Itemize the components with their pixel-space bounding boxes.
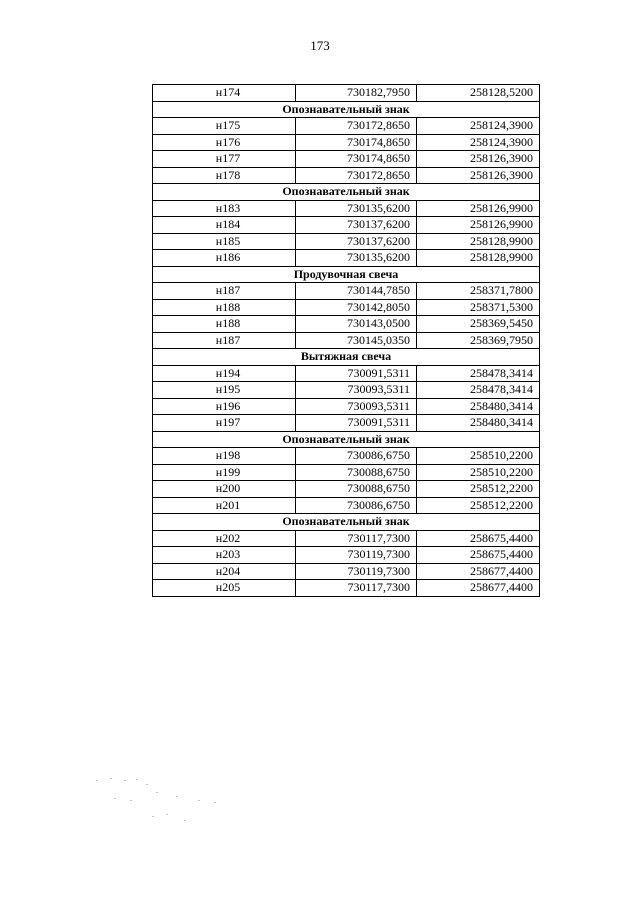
y-coordinate-cell: 258675,4400 <box>417 530 540 547</box>
section-heading: Опознавательный знак <box>153 514 540 531</box>
y-coordinate-cell: 258126,9900 <box>417 217 540 234</box>
point-id-cell: н201 <box>153 497 296 514</box>
x-coordinate-cell: 730142,8050 <box>296 299 417 316</box>
point-id-cell: н195 <box>153 382 296 399</box>
y-coordinate-cell: 258369,7950 <box>417 332 540 349</box>
x-coordinate-cell: 730135,6200 <box>296 250 417 267</box>
table-row <box>153 398 540 415</box>
point-id-cell: н204 <box>153 563 296 580</box>
coordinates-table <box>152 84 540 597</box>
section-heading: Опознавательный знак <box>153 101 540 118</box>
section-heading-row <box>153 349 540 366</box>
table-row <box>153 299 540 316</box>
section-heading: Продувочная свеча <box>153 266 540 283</box>
point-id-cell: н194 <box>153 365 296 382</box>
table-row <box>153 233 540 250</box>
y-coordinate-cell: 258510,2200 <box>417 448 540 465</box>
x-coordinate-cell: 730117,7300 <box>296 530 417 547</box>
y-coordinate-cell: 258512,2200 <box>417 481 540 498</box>
point-id-cell: н187 <box>153 332 296 349</box>
table-row <box>153 332 540 349</box>
y-coordinate-cell: 258677,4400 <box>417 580 540 597</box>
x-coordinate-cell: 730086,6750 <box>296 497 417 514</box>
section-heading-row <box>153 101 540 118</box>
y-coordinate-cell: 258369,5450 <box>417 316 540 333</box>
section-heading-row <box>153 266 540 283</box>
point-id-cell: н188 <box>153 299 296 316</box>
y-coordinate-cell: 258478,3414 <box>417 365 540 382</box>
point-id-cell: н175 <box>153 118 296 135</box>
x-coordinate-cell: 730093,5311 <box>296 382 417 399</box>
x-coordinate-cell: 730145,0350 <box>296 332 417 349</box>
table-row <box>153 464 540 481</box>
page-number: 173 <box>310 38 330 53</box>
y-coordinate-cell: 258128,9900 <box>417 250 540 267</box>
x-coordinate-cell: 730091,5311 <box>296 415 417 432</box>
x-coordinate-cell: 730119,7300 <box>296 563 417 580</box>
point-id-cell: н203 <box>153 547 296 564</box>
table-row <box>153 448 540 465</box>
y-coordinate-cell: 258478,3414 <box>417 382 540 399</box>
point-id-cell: н185 <box>153 233 296 250</box>
y-coordinate-cell: 258128,5200 <box>417 85 540 102</box>
point-id-cell: н200 <box>153 481 296 498</box>
y-coordinate-cell: 258480,3414 <box>417 415 540 432</box>
x-coordinate-cell: 730088,6750 <box>296 481 417 498</box>
x-coordinate-cell: 730137,6200 <box>296 233 417 250</box>
table-row <box>153 580 540 597</box>
table-row <box>153 547 540 564</box>
y-coordinate-cell: 258126,3900 <box>417 167 540 184</box>
table-row <box>153 151 540 168</box>
point-id-cell: н202 <box>153 530 296 547</box>
table-row <box>153 217 540 234</box>
point-id-cell: н184 <box>153 217 296 234</box>
x-coordinate-cell: 730172,8650 <box>296 118 417 135</box>
table-row <box>153 563 540 580</box>
y-coordinate-cell: 258371,7800 <box>417 283 540 300</box>
y-coordinate-cell: 258510,2200 <box>417 464 540 481</box>
point-id-cell: н199 <box>153 464 296 481</box>
table-row <box>153 118 540 135</box>
x-coordinate-cell: 730144,7850 <box>296 283 417 300</box>
table-row <box>153 283 540 300</box>
y-coordinate-cell: 258124,3900 <box>417 118 540 135</box>
point-id-cell: н178 <box>153 167 296 184</box>
x-coordinate-cell: 730088,6750 <box>296 464 417 481</box>
section-heading: Вытяжная свеча <box>153 349 540 366</box>
coordinates-table-body <box>153 85 540 597</box>
table-row <box>153 316 540 333</box>
section-heading: Опознавательный знак <box>153 184 540 201</box>
scan-noise-marks <box>96 770 236 830</box>
table-row <box>153 85 540 102</box>
x-coordinate-cell: 730117,7300 <box>296 580 417 597</box>
point-id-cell: н174 <box>153 85 296 102</box>
x-coordinate-cell: 730143,0500 <box>296 316 417 333</box>
table-row <box>153 415 540 432</box>
section-heading-row <box>153 184 540 201</box>
table-row <box>153 167 540 184</box>
section-heading: Опознавательный знак <box>153 431 540 448</box>
y-coordinate-cell: 258512,2200 <box>417 497 540 514</box>
y-coordinate-cell: 258675,4400 <box>417 547 540 564</box>
x-coordinate-cell: 730174,8650 <box>296 134 417 151</box>
y-coordinate-cell: 258677,4400 <box>417 563 540 580</box>
x-coordinate-cell: 730172,8650 <box>296 167 417 184</box>
table-row <box>153 382 540 399</box>
x-coordinate-cell: 730137,6200 <box>296 217 417 234</box>
x-coordinate-cell: 730135,6200 <box>296 200 417 217</box>
y-coordinate-cell: 258126,9900 <box>417 200 540 217</box>
point-id-cell: н186 <box>153 250 296 267</box>
x-coordinate-cell: 730091,5311 <box>296 365 417 382</box>
x-coordinate-cell: 730174,8650 <box>296 151 417 168</box>
point-id-cell: н196 <box>153 398 296 415</box>
point-id-cell: н177 <box>153 151 296 168</box>
y-coordinate-cell: 258128,9900 <box>417 233 540 250</box>
y-coordinate-cell: 258480,3414 <box>417 398 540 415</box>
section-heading-row <box>153 431 540 448</box>
table-row <box>153 530 540 547</box>
table-row <box>153 365 540 382</box>
point-id-cell: н205 <box>153 580 296 597</box>
table-row <box>153 134 540 151</box>
y-coordinate-cell: 258371,5300 <box>417 299 540 316</box>
x-coordinate-cell: 730093,5311 <box>296 398 417 415</box>
table-row <box>153 250 540 267</box>
point-id-cell: н176 <box>153 134 296 151</box>
table-row <box>153 481 540 498</box>
x-coordinate-cell: 730182,7950 <box>296 85 417 102</box>
point-id-cell: н197 <box>153 415 296 432</box>
point-id-cell: н187 <box>153 283 296 300</box>
table-row <box>153 497 540 514</box>
point-id-cell: н183 <box>153 200 296 217</box>
y-coordinate-cell: 258124,3900 <box>417 134 540 151</box>
point-id-cell: н188 <box>153 316 296 333</box>
y-coordinate-cell: 258126,3900 <box>417 151 540 168</box>
point-id-cell: н198 <box>153 448 296 465</box>
table-row <box>153 200 540 217</box>
section-heading-row <box>153 514 540 531</box>
x-coordinate-cell: 730119,7300 <box>296 547 417 564</box>
x-coordinate-cell: 730086,6750 <box>296 448 417 465</box>
